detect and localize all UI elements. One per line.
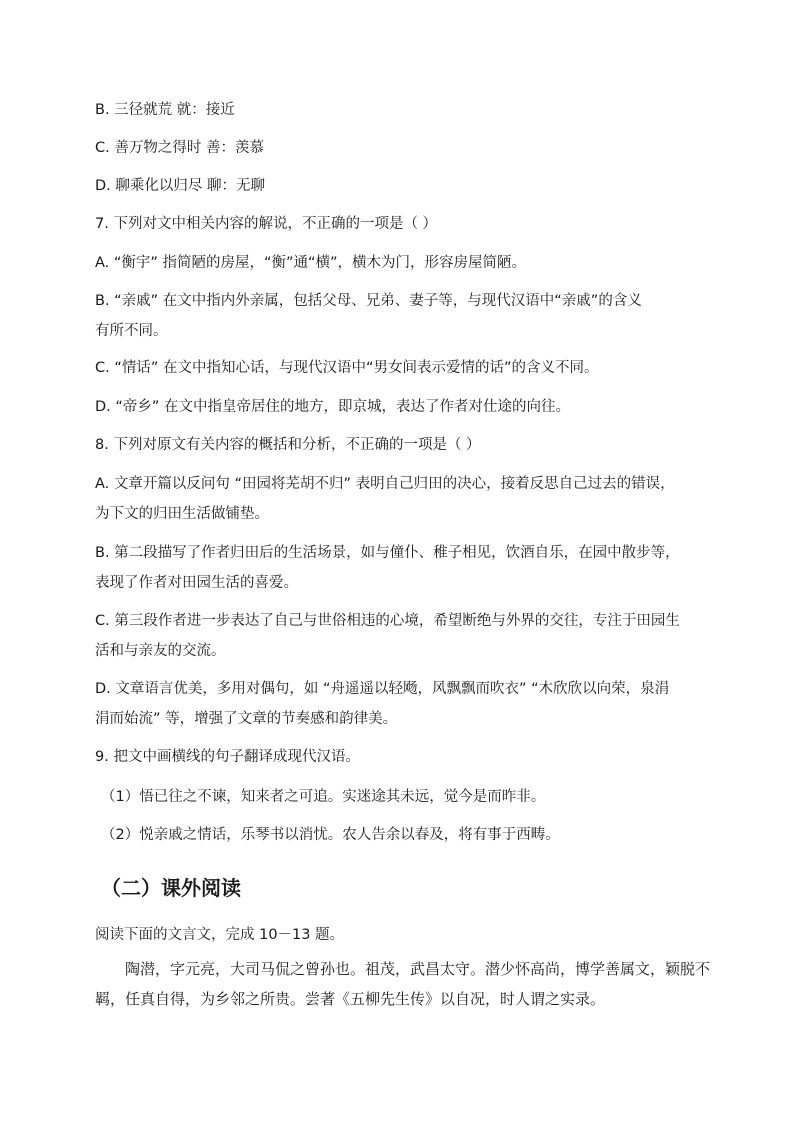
classical-passage [95, 954, 711, 1014]
q8-option-a [95, 469, 695, 529]
q8-option-a-line-1: A. 文章开篇以反问句 “田园将芜胡不归” 表明自己归田的决心，接着反思自己过去的错误， [95, 476, 675, 492]
q7-option-a: A. “衡宇” 指简陋的房屋，“衡”通“横”，横木为门，形容房屋简陋。 [95, 255, 527, 271]
classical-passage-line-2: 羁，任真自得，为乡邻之所贵。尝著《五柳先生传》以自况，时人谓之实录。 [95, 990, 606, 1008]
section-heading: （二）课外阅读 [101, 876, 241, 900]
q8-stem: 8. 下列对原文有关内容的概括和分析，不正确的一项是（ ） [95, 437, 481, 453]
q7-option-b-line-1: B. “亲戚” 在文中指内外亲属，包括父母、兄弟、妻子等，与现代汉语中“亲戚”的含义 [95, 293, 642, 309]
q7-option-b [95, 286, 695, 346]
q6-option-d: D. 聊乘化以归尽 聊：无聊 [95, 178, 265, 194]
q8-option-b-line-1: B. 第二段描写了作者归田后的生活场景，如与僮仆、稚子相见，饮酒自乐，在园中散步等， [95, 545, 680, 561]
q8-option-d-line-2: 涓而始流” 等，增强了文章的节奏感和韵律美。 [95, 711, 398, 727]
q8-option-a-line-2: 为下文的归田生活做铺垫。 [95, 506, 269, 522]
q6-option-c: C. 善万物之得时 善：羡慕 [95, 140, 264, 156]
q8-option-c-line-1: C. 第三段作者进一步表达了自己与世俗相违的心境，希望断绝与外界的交往，专注于田园生 [95, 613, 680, 629]
q8-option-b-line-2: 表现了作者对田园生活的喜爱。 [95, 575, 298, 591]
q7-option-d: D. “帝乡” 在文中指皇帝居住的地方，即京城，表达了作者对仕途的向往。 [95, 399, 571, 415]
q7-option-b-line-2: 有所不同。 [95, 323, 168, 339]
q8-option-b [95, 538, 695, 598]
q9-item-1: （1）悟已往之不谏，知来者之可追。实迷途其未远，觉今是而昨非。 [101, 789, 546, 805]
q8-option-c [95, 606, 695, 666]
section-instruction: 阅读下面的文言文，完成 10－13 题。 [95, 927, 345, 943]
classical-passage-line-1: 陶潜，字元亮，大司马侃之曾孙也。祖茂，武昌太守。潜少怀高尚，博学善属文，颖脱不 [125, 960, 711, 978]
q7-stem: 7. 下列对文中相关内容的解说，不正确的一项是（ ） [95, 216, 438, 232]
q9-stem: 9. 把文中画横线的句子翻译成现代汉语。 [95, 749, 360, 765]
q6-option-b: B. 三径就荒 就：接近 [95, 102, 235, 118]
q8-option-d [95, 674, 695, 734]
q7-option-c: C. “情话” 在文中指知心话，与现代汉语中“男女间表示爱情的话”的含义不同。 [95, 360, 599, 376]
q8-option-c-line-2: 活和与亲友的交流。 [95, 643, 226, 659]
q8-option-d-line-1: D. 文章语言优美，多用对偶句，如 “舟遥遥以轻飏，风飘飘而吹衣” “木欣欣以向荣，泉涓 [95, 681, 670, 697]
q9-item-2: （2）悦亲戚之情话，乐琴书以消忧。农人告余以春及，将有事于西畴。 [101, 827, 560, 843]
